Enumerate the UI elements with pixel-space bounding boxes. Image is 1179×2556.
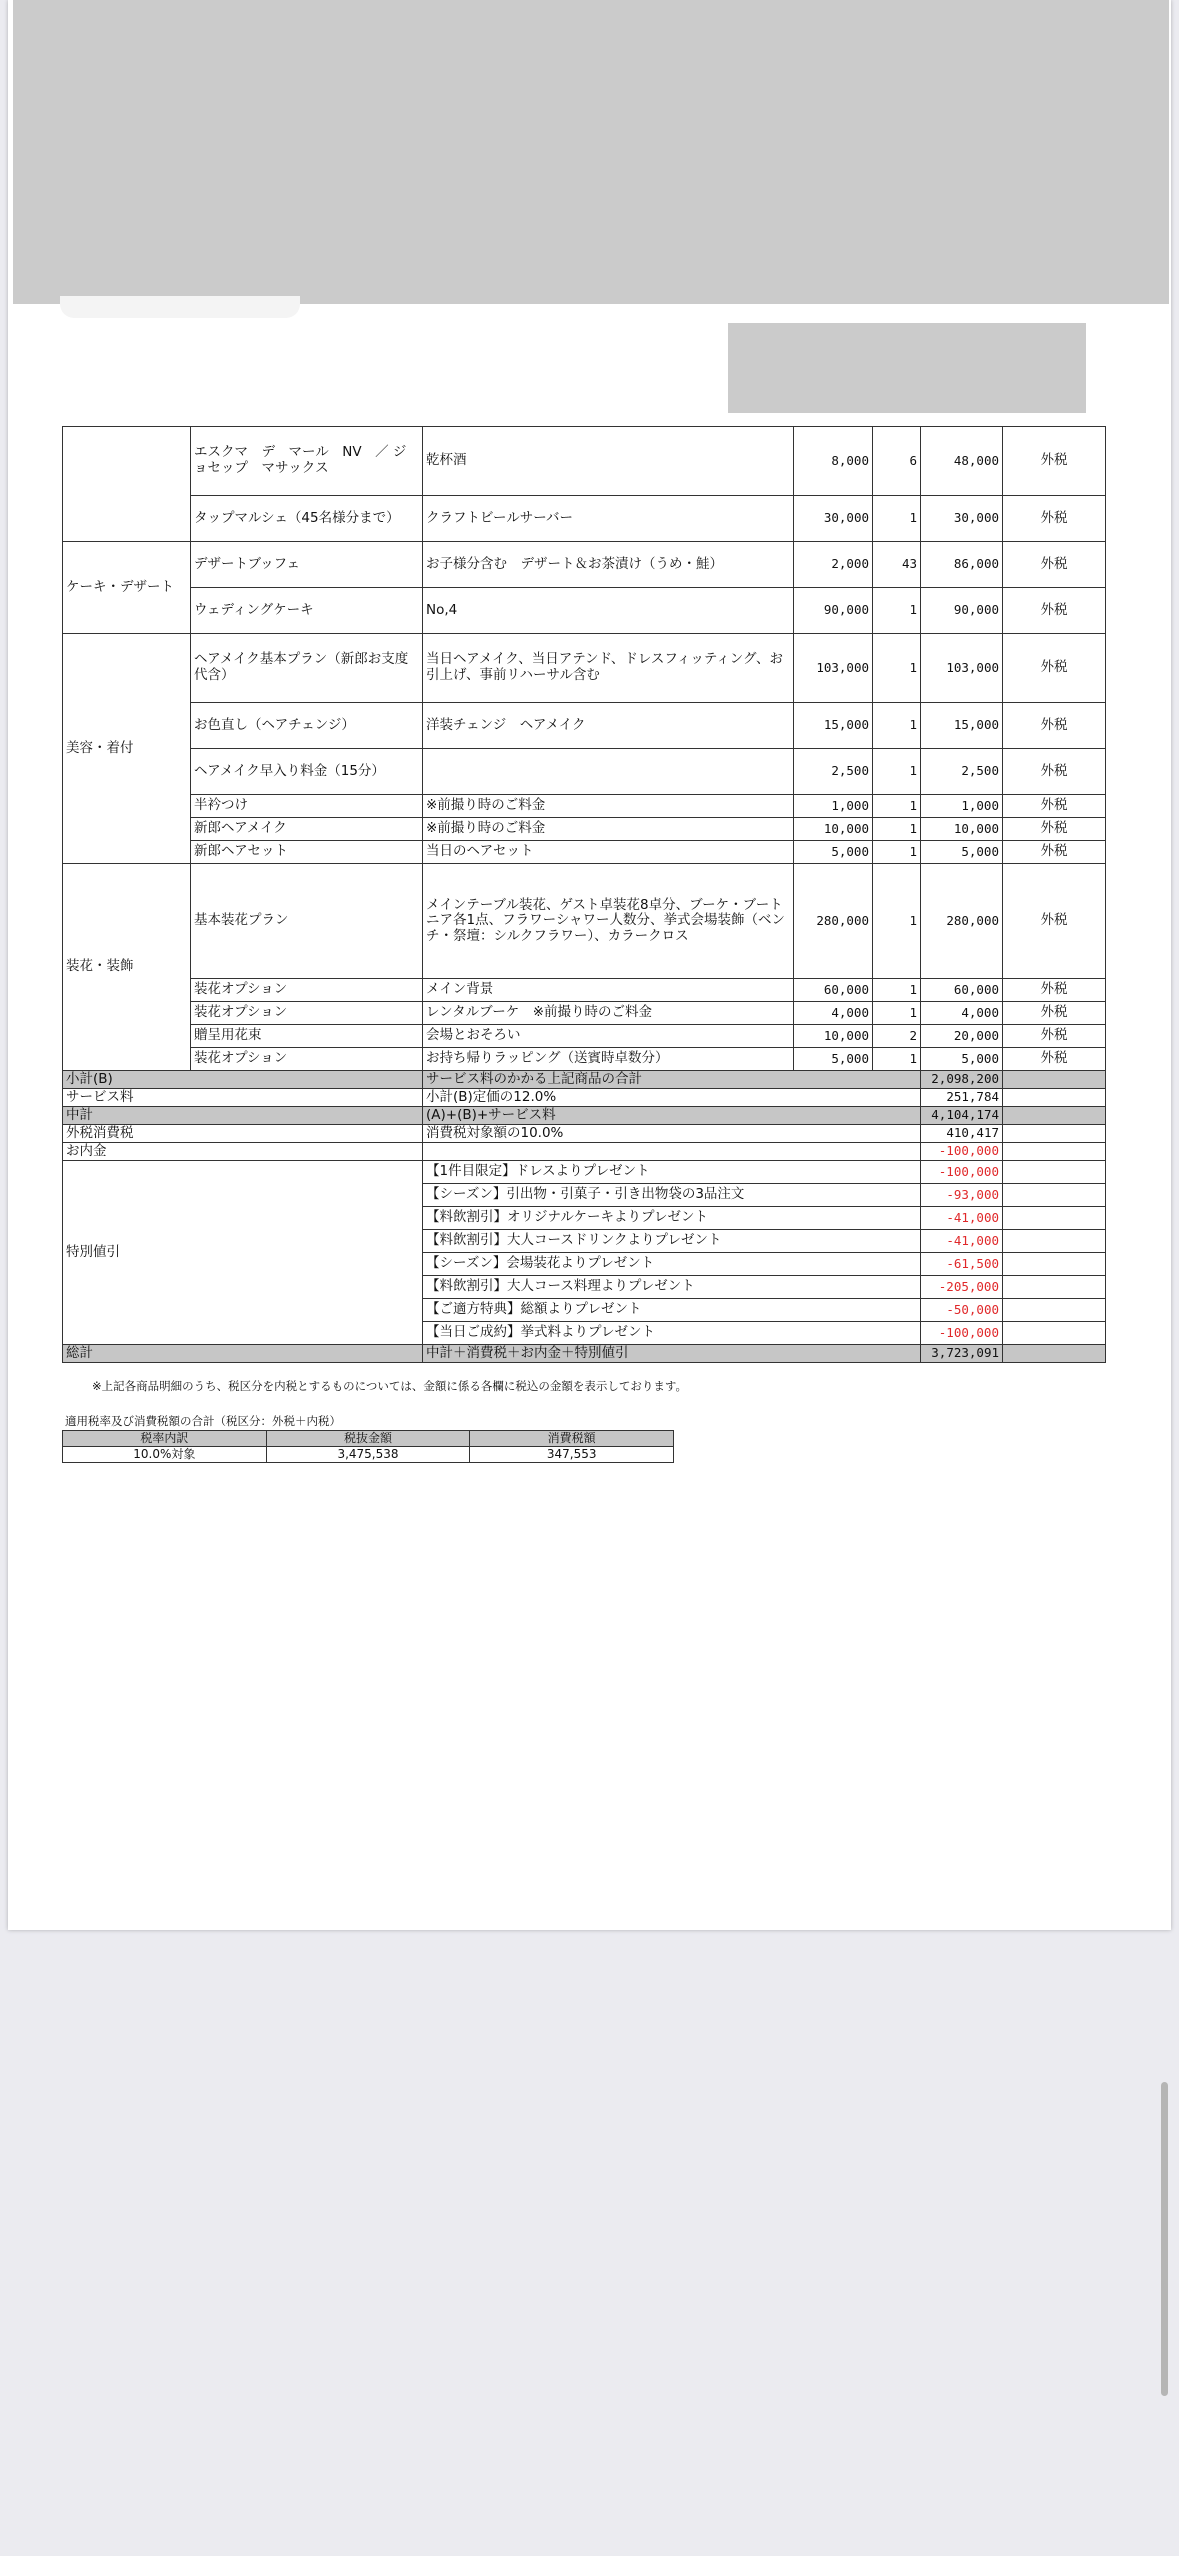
item-name: エスクマ デ マール NV ／ ジョセップ マサックス	[191, 427, 423, 496]
amount: 5,000	[921, 841, 1003, 864]
category-cell: ケーキ・デザート	[63, 542, 191, 634]
unit-price: 103,000	[794, 634, 873, 703]
unit-price: 2,000	[794, 542, 873, 588]
item-detail: お子様分含む デザート＆お茶漬け（うめ・鮭）	[423, 542, 794, 588]
table-row	[63, 1002, 1106, 1025]
tax-summary-caption: 適用税率及び消費税額の合計（税区分：外税＋内税）	[65, 1414, 341, 1428]
item-name: ヘアメイク基本プラン（新郎お支度代含）	[191, 634, 423, 703]
table-row	[63, 818, 1106, 841]
quantity: 1	[873, 1002, 921, 1025]
unit-price: 90,000	[794, 588, 873, 634]
ext-tax-row	[63, 1125, 1106, 1143]
scrollbar-thumb[interactable]	[1161, 2082, 1168, 2396]
quantity: 1	[873, 841, 921, 864]
item-name: 新郎ヘアメイク	[191, 818, 423, 841]
subtotal-label: 小計(B)	[63, 1071, 423, 1089]
discount-desc: 【料飲割引】オリジナルケーキよりプレゼント	[423, 1207, 921, 1230]
subtotal-desc: サービス料のかかる上記商品の合計	[423, 1071, 921, 1089]
item-detail: ※前撮り時のご料金	[423, 795, 794, 818]
quantity: 1	[873, 1048, 921, 1071]
tax-base-amount: 3,475,538	[266, 1447, 470, 1463]
table-row	[63, 1025, 1106, 1048]
item-name: タップマルシェ（45名様分まで）	[191, 496, 423, 542]
tax-rate: 10.0%対象	[63, 1447, 267, 1463]
discount-amount: -100,000	[921, 1161, 1003, 1184]
grand-total-desc: 中計＋消費税＋お内金＋特別値引	[423, 1345, 921, 1363]
table-row	[63, 496, 1106, 542]
tax-type: 外税	[1003, 864, 1106, 979]
item-name: 基本装花プラン	[191, 864, 423, 979]
service-label: サービス料	[63, 1089, 423, 1107]
table-row	[63, 588, 1106, 634]
amount: 5,000	[921, 1048, 1003, 1071]
tax-header-rate: 税率内訳	[63, 1431, 267, 1447]
item-name: ヘアメイク早入り料金（15分）	[191, 749, 423, 795]
unit-price: 5,000	[794, 1048, 873, 1071]
amount: 15,000	[921, 703, 1003, 749]
quantity: 1	[873, 795, 921, 818]
item-name: 贈呈用花束	[191, 1025, 423, 1048]
service-amount: 251,784	[921, 1089, 1003, 1107]
unit-price: 280,000	[794, 864, 873, 979]
tax-note: ※上記各商品明細のうち、税区分を内税とするものについては、金額に係る各欄に税込の金額を表示しております。	[92, 1379, 687, 1393]
discount-amount: -205,000	[921, 1276, 1003, 1299]
unit-price: 1,000	[794, 795, 873, 818]
discount-amount: -93,000	[921, 1184, 1003, 1207]
item-detail: No,4	[423, 588, 794, 634]
ext-tax-desc: 消費税対象額の10.0%	[423, 1125, 921, 1143]
discount-amount: -100,000	[921, 1322, 1003, 1345]
redacted-header-block	[13, 0, 1169, 304]
discount-desc: 【1件目限定】ドレスよりプレゼント	[423, 1161, 921, 1184]
tax-type: 外税	[1003, 818, 1106, 841]
item-detail: クラフトビールサーバー	[423, 496, 794, 542]
tax-table-row	[63, 1447, 674, 1463]
table-row	[63, 979, 1106, 1002]
item-detail: メイン背景	[423, 979, 794, 1002]
discount-amount: -41,000	[921, 1230, 1003, 1253]
tax-type: 外税	[1003, 496, 1106, 542]
unit-price: 15,000	[794, 703, 873, 749]
discount-desc: 【ご適方特典】総額よりプレゼント	[423, 1299, 921, 1322]
quantity: 1	[873, 703, 921, 749]
quantity: 1	[873, 496, 921, 542]
item-detail	[423, 749, 794, 795]
quantity: 43	[873, 542, 921, 588]
quantity: 1	[873, 864, 921, 979]
category-cell	[63, 427, 191, 542]
grand-total-row	[63, 1345, 1106, 1363]
page-edge-tab	[60, 296, 300, 318]
item-detail: お持ち帰りラッピング（送賓時卓数分）	[423, 1048, 794, 1071]
quantity: 6	[873, 427, 921, 496]
discount-desc: 【料飲割引】大人コース料理よりプレゼント	[423, 1276, 921, 1299]
unit-price: 8,000	[794, 427, 873, 496]
item-detail: メインテーブル装花、ゲスト卓装花8卓分、ブーケ・ブートニア各1点、フラワーシャワー人数分、挙式会場装飾（ベンチ・祭壇：シルクフラワー）、カラークロス	[423, 864, 794, 979]
amount: 86,000	[921, 542, 1003, 588]
tax-amount: 347,553	[470, 1447, 674, 1463]
table-row	[63, 841, 1106, 864]
service-desc: 小計(B)定価の12.0%	[423, 1089, 921, 1107]
deposit-desc	[423, 1143, 921, 1161]
tax-type: 外税	[1003, 634, 1106, 703]
table-row	[63, 703, 1106, 749]
item-name: 半衿つけ	[191, 795, 423, 818]
amount: 1,000	[921, 795, 1003, 818]
amount: 30,000	[921, 496, 1003, 542]
unit-price: 10,000	[794, 818, 873, 841]
item-name: 装花オプション	[191, 1002, 423, 1025]
table-row	[63, 864, 1106, 979]
tax-type: 外税	[1003, 1002, 1106, 1025]
tax-type: 外税	[1003, 795, 1106, 818]
quantity: 1	[873, 749, 921, 795]
ext-tax-amount: 410,417	[921, 1125, 1003, 1143]
amount: 10,000	[921, 818, 1003, 841]
midtotal-amount: 4,104,174	[921, 1107, 1003, 1125]
table-row	[63, 427, 1106, 496]
quantity: 1	[873, 979, 921, 1002]
grand-total-label: 総計	[63, 1345, 423, 1363]
unit-price: 4,000	[794, 1002, 873, 1025]
amount: 2,500	[921, 749, 1003, 795]
amount: 60,000	[921, 979, 1003, 1002]
amount: 280,000	[921, 864, 1003, 979]
tax-type: 外税	[1003, 588, 1106, 634]
tax-header-base: 税抜金額	[266, 1431, 470, 1447]
item-name: 新郎ヘアセット	[191, 841, 423, 864]
discount-row	[63, 1161, 1106, 1184]
deposit-amount: -100,000	[921, 1143, 1003, 1161]
table-row	[63, 749, 1106, 795]
discount-amount: -41,000	[921, 1207, 1003, 1230]
item-name: お色直し（ヘアチェンジ）	[191, 703, 423, 749]
deposit-row	[63, 1143, 1106, 1161]
unit-price: 10,000	[794, 1025, 873, 1048]
quantity: 2	[873, 1025, 921, 1048]
item-name: 装花オプション	[191, 1048, 423, 1071]
tax-type: 外税	[1003, 841, 1106, 864]
table-row	[63, 634, 1106, 703]
tax-header-tax: 消費税額	[470, 1431, 674, 1447]
subtotal-amount: 2,098,200	[921, 1071, 1003, 1089]
ext-tax-label: 外税消費税	[63, 1125, 423, 1143]
amount: 4,000	[921, 1002, 1003, 1025]
table-row	[63, 542, 1106, 588]
special-discount-label: 特別値引	[63, 1161, 423, 1345]
tax-type: 外税	[1003, 1025, 1106, 1048]
tax-table-header	[63, 1431, 674, 1447]
discount-desc: 【当日ご成約】挙式料よりプレゼント	[423, 1322, 921, 1345]
tax-type: 外税	[1003, 1048, 1106, 1071]
item-detail: 洋装チェンジ ヘアメイク	[423, 703, 794, 749]
item-detail: レンタルブーケ ※前撮り時のご料金	[423, 1002, 794, 1025]
amount: 48,000	[921, 427, 1003, 496]
midtotal-desc: (A)+(B)+サービス料	[423, 1107, 921, 1125]
midtotal-row	[63, 1107, 1106, 1125]
quantity: 1	[873, 588, 921, 634]
discount-desc: 【シーズン】引出物・引菓子・引き出物袋の3品注文	[423, 1184, 921, 1207]
grand-total-amount: 3,723,091	[921, 1345, 1003, 1363]
unit-price: 2,500	[794, 749, 873, 795]
quantity: 1	[873, 818, 921, 841]
table-row	[63, 1048, 1106, 1071]
amount: 90,000	[921, 588, 1003, 634]
discount-amount: -50,000	[921, 1299, 1003, 1322]
item-detail: 乾杯酒	[423, 427, 794, 496]
unit-price: 30,000	[794, 496, 873, 542]
tax-type: 外税	[1003, 542, 1106, 588]
category-cell: 美容・着付	[63, 634, 191, 864]
redacted-stamp-block	[728, 323, 1086, 413]
item-detail: 当日ヘアメイク、当日アテンド、ドレスフィッティング、お引上げ、事前リハーサル含む	[423, 634, 794, 703]
discount-amount: -61,500	[921, 1253, 1003, 1276]
unit-price: 60,000	[794, 979, 873, 1002]
discount-desc: 【料飲割引】大人コースドリンクよりプレゼント	[423, 1230, 921, 1253]
item-name: 装花オプション	[191, 979, 423, 1002]
amount: 103,000	[921, 634, 1003, 703]
tax-type: 外税	[1003, 749, 1106, 795]
item-name: デザートブッフェ	[191, 542, 423, 588]
item-detail: 会場とおそろい	[423, 1025, 794, 1048]
table-row	[63, 795, 1106, 818]
deposit-label: お内金	[63, 1143, 423, 1161]
quantity: 1	[873, 634, 921, 703]
discount-desc: 【シーズン】会場装花よりプレゼント	[423, 1253, 921, 1276]
subtotal-row	[63, 1071, 1106, 1089]
amount: 20,000	[921, 1025, 1003, 1048]
category-cell: 装花・装飾	[63, 864, 191, 1071]
item-name: ウェディングケーキ	[191, 588, 423, 634]
service-row	[63, 1089, 1106, 1107]
estimate-table	[62, 426, 1106, 1363]
midtotal-label: 中計	[63, 1107, 423, 1125]
item-detail: 当日のヘアセット	[423, 841, 794, 864]
tax-type: 外税	[1003, 703, 1106, 749]
tax-type: 外税	[1003, 427, 1106, 496]
unit-price: 5,000	[794, 841, 873, 864]
tax-summary-table	[62, 1430, 674, 1463]
item-detail: ※前撮り時のご料金	[423, 818, 794, 841]
tax-type: 外税	[1003, 979, 1106, 1002]
